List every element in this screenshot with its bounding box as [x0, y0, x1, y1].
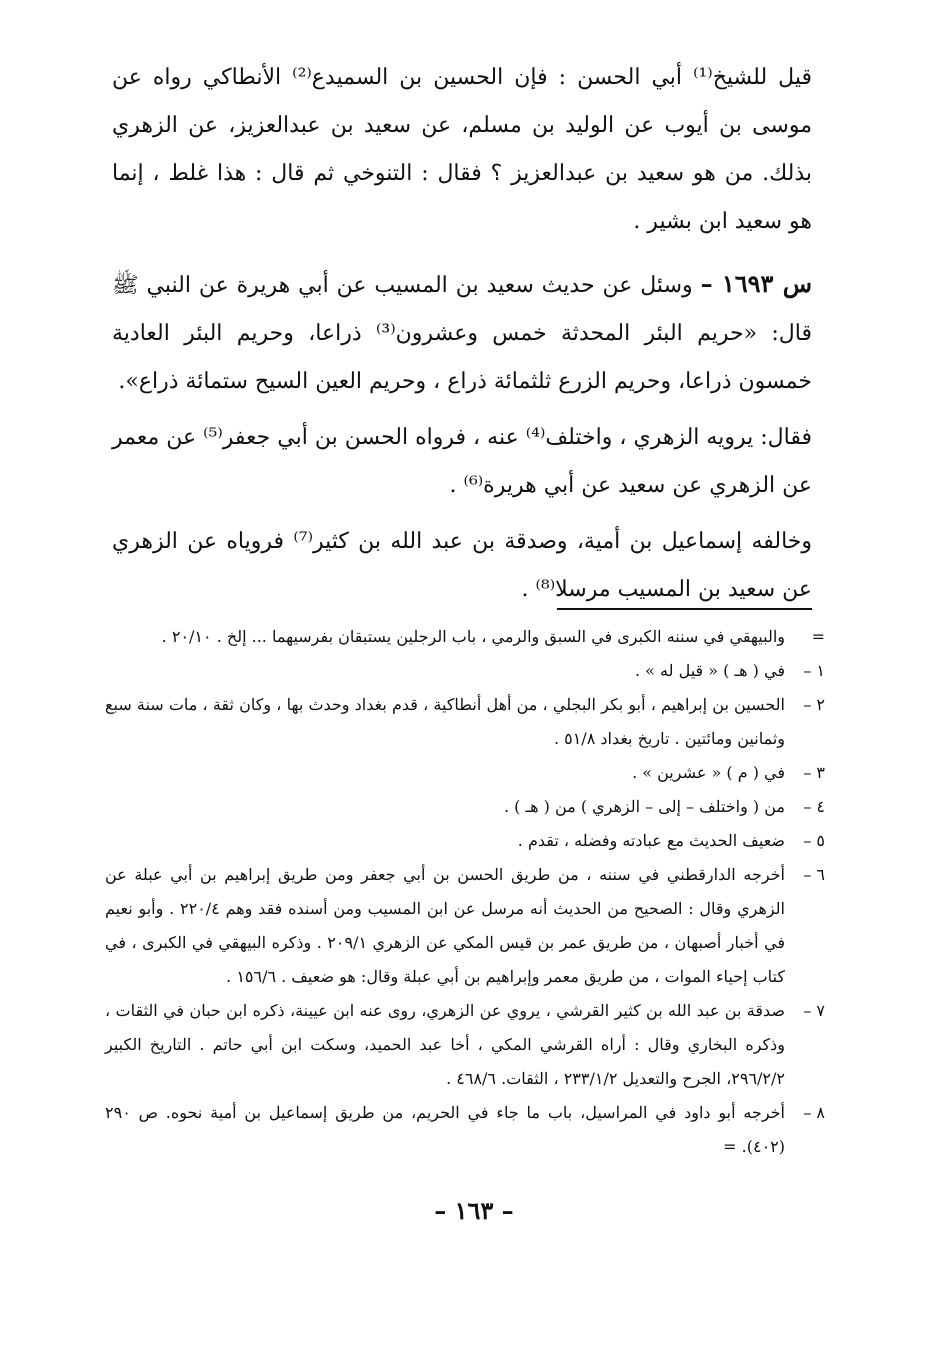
footnote-item — [105, 994, 825, 1096]
footnote-number: = — [811, 627, 825, 646]
footnote-number: ٢ – — [803, 695, 825, 714]
paragraph-3: فقال: يرويه الزهري ، واختلف⁽⁴⁾ عنه ، فرواه الحسن بن أبي جعفر⁽⁵⁾ عن معمر عن الزهري عن سعيد عن أبي هريرة⁽⁶⁾ . — [112, 425, 812, 498]
footnote-number: ٨ – — [803, 1103, 825, 1122]
footnote-text: الحسين بن إبراهيم ، أبو بكر البجلي ، من أهل أنطاكية ، قدم بغداد وحدث بها ، وكان ثقة ، مات سنة سبع وثمانين ومائتين . تاريخ بغداد ٥١/٨ . — [105, 695, 785, 748]
footnote-text: من ( واختلف – إلى – الزهري ) من ( هـ ) . — [503, 797, 785, 816]
footnote-separator — [557, 608, 812, 610]
footnote-text: أخرجه أبو داود في المراسيل، باب ما جاء في الحريم، من طريق إسماعيل بن أمية نحوه. ص ٢٩٠ (٤٠٢). = — [105, 1103, 785, 1156]
paragraph-4: وخالفه إسماعيل بن أمية، وصدقة بن عبد الله بن كثير⁽⁷⁾ فروياه عن الزهري عن سعيد بن المسيب مرسلا⁽⁸⁾ . — [112, 529, 812, 602]
footnote-text: أخرجه الدارقطني في سننه ، من طريق الحسن بن أبي جعفر ومن طريق إبراهيم بن أبي عبلة عن الزهري وقال : الصحيح من الحديث أنه مرسل عن ابن المسيب ومن أسنده فقد وهم ٢٢٠/٤ . وأبو نعيم في أخبار أصبهان ، من طريق عمر بن قيس المكي عن الزهري ٢٠٩/١ . وذكره البيهقي في الكبرى ، في كتاب إحياء الموات ، من طريق معمر وإبراهيم بن أبي عبلة وقال: هو ضعيف . ١٥٦/٦ . — [105, 865, 786, 986]
main-text — [112, 54, 812, 628]
footnote-text: في ( هـ ) « قيل له » . — [635, 661, 785, 680]
page-number: – ١٦٣ – — [434, 1196, 514, 1225]
paragraph-2 — [112, 260, 812, 406]
footnote-item — [105, 688, 825, 756]
footnote-item — [105, 620, 825, 654]
footnote-text: صدقة بن عبد الله بن كثير القرشي ، يروي عن الزهري، روى عنه ابن عيينة، ذكره ابن حبان في الثقات ، وذكره البخاري وقال : أراه القرشي المكي ، أخا عبد الحميد، وسكت ابن أبي حاتم . التاريخ الكبير ٢٩٦/٢/٢، الجرح والتعديل ٢٣٣/١/٢ ، الثقات. ٤٦٨/٦ . — [105, 1001, 785, 1088]
footnote-number: ٥ – — [803, 831, 825, 850]
footnote-item — [105, 654, 825, 688]
footnote-item — [105, 790, 825, 824]
paragraph-1: قيل للشيخ⁽¹⁾ أبي الحسن : فإن الحسين بن السميدع⁽²⁾ الأنطاكي رواه عن موسى بن أيوب عن الوليد بن مسلم، عن سعيد بن عبدالعزيز، عن الزهري بذلك. من هو سعيد بن عبدالعزيز ؟ فقال : التنوخي ثم قال : هذا غلط ، إنما هو سعيد ابن بشير . — [112, 65, 812, 234]
footnote-text: والبيهقي في سننه الكبرى في السبق والرمي ، باب الرجلين يستبقان بفرسيهما ... إلخ . ٢٠/١٠ . — [161, 627, 785, 646]
paragraph-2-text: وسئل عن حديث سعيد بن المسيب عن أبي هريرة عن النبي ﷺ قال: «حريم البئر المحدثة خمس وعشرون⁽³⁾ ذراعا، وحريم البئر العادية خمسون ذراعا، وحريم الزرع ثلثمائة ذراع ، وحريم العين السيح ستمائة ذراع». — [112, 273, 813, 394]
footnote-number: ٧ – — [803, 1001, 825, 1020]
footnote-text: في ( م ) « عشرين » . — [632, 763, 785, 782]
footnote-item — [105, 824, 825, 858]
footnote-number: ٦ – — [803, 865, 825, 884]
footnote-item — [105, 756, 825, 790]
footnote-number: ١ – — [803, 661, 825, 680]
footnotes — [105, 620, 825, 1164]
footnote-number: ٤ – — [803, 797, 825, 816]
footnote-text: ضعيف الحديث مع عبادته وفضله ، تقدم . — [517, 831, 785, 850]
question-number: س ١٦٩٣ – — [700, 269, 813, 298]
footnote-item — [105, 1096, 825, 1164]
footnote-item — [105, 858, 825, 994]
footnote-number: ٣ – — [803, 763, 825, 782]
